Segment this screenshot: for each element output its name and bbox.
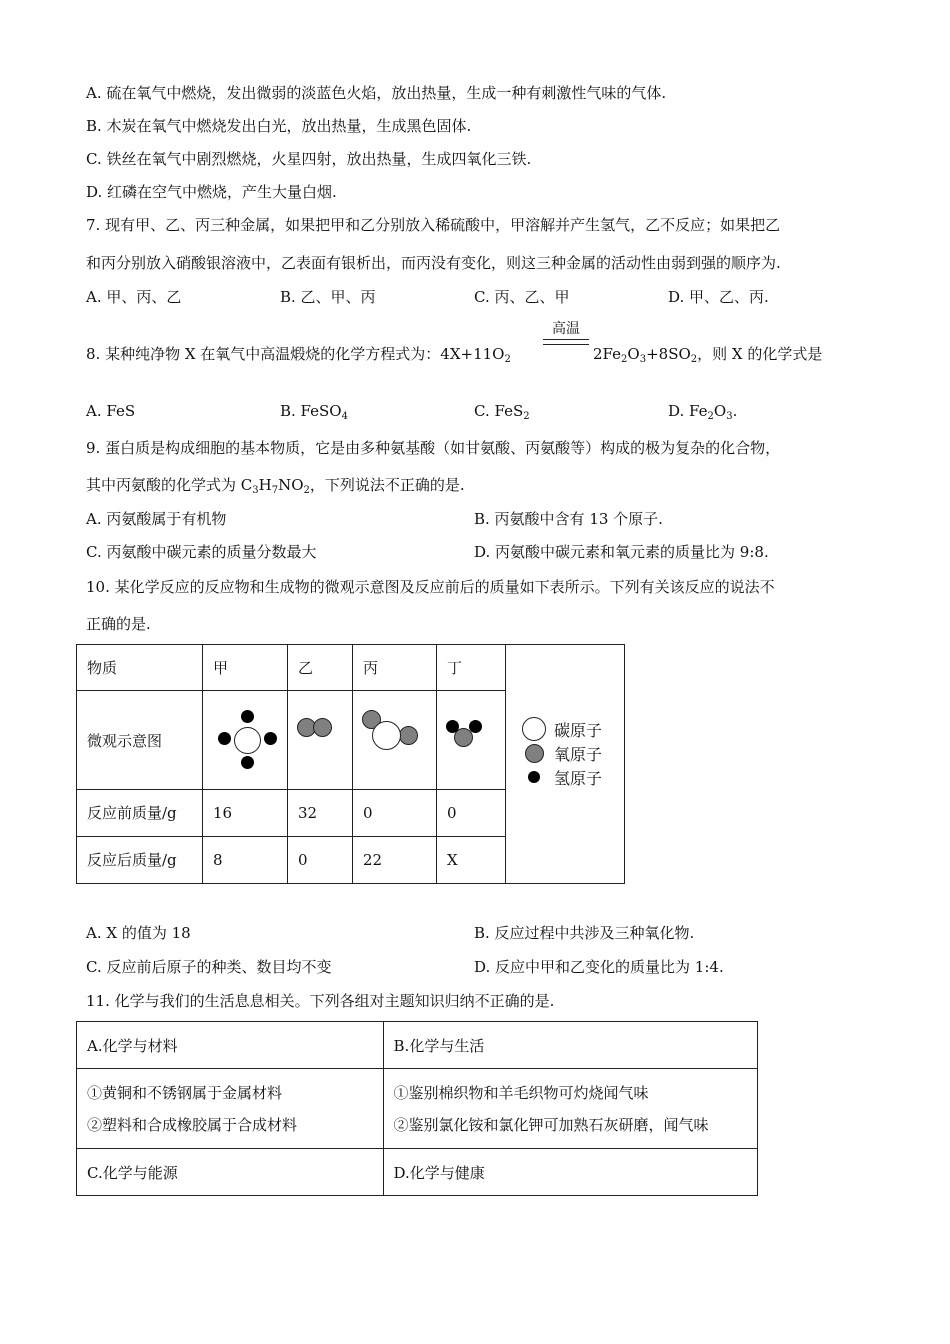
q10-header-ding: 丁 [437,645,506,691]
q6-option-c: C. 铁丝在氧气中剧烈燃烧，火星四射，放出热量，生成四氧化三铁. [86,150,532,168]
q10-legend-cell [506,645,625,884]
q9-option-d: D. 丙氨酸中碳元素和氧元素的质量比为 9:8. [474,543,769,561]
q10-before-ding: 0 [437,790,506,836]
q9-option-c: C. 丙氨酸中碳元素的质量分数最大 [86,543,317,561]
legend-hydrogen: 氢原子 [522,765,602,789]
q11-d-title: D.化学与健康 [383,1149,757,1196]
q10-micro-bing [353,691,437,790]
water-molecule-icon [437,692,505,789]
q8-products: $2Fe_2O_3+8SO_2$，则 X 的化学式是 [593,345,823,365]
q11-b-item-1: ①鉴别棉织物和羊毛织物可灼烧闻气味 [393,1083,649,1102]
q10-after-ding: X [437,836,506,883]
q10-micro-ding [437,691,506,790]
q10-legend [522,717,602,789]
q10-header-yi: 乙 [288,645,353,691]
oxygen-atom-icon [525,744,544,763]
q9-stem-line2: 其中丙氨酸的化学式为 $C_3H_7NO_2$，下列说法不正确的是. [86,476,465,496]
q11-a-item-1: ①黄铜和不锈钢属于金属材料 [87,1083,283,1102]
q8-stem [86,343,511,365]
carbon-dioxide-molecule-icon [353,692,436,789]
q8-option-b: B. FeSO$_4$ [280,402,348,422]
q10-before-yi: 32 [288,790,353,836]
legend-oxygen: 氧原子 [522,741,602,765]
q7-stem-line2: 和丙分别放入硝酸银溶液中，乙表面有银析出，而丙没有变化，则这三种金属的活动性由弱到强的顺序为. [86,254,781,272]
q8-equals-sign [543,339,589,345]
oxygen-molecule-icon [288,692,352,789]
q8-option-c: C. FeS$_2$ [474,402,530,422]
q11-b-item-2: ②鉴别氯化铵和氯化钾可加熟石灰研磨，闻气味 [393,1115,709,1134]
q7-option-a: A. 甲、丙、乙 [86,288,182,306]
q8-option-a: A. FeS [86,402,136,420]
q10-option-a: A. X 的值为 18 [86,924,191,942]
q10-before-jia: 16 [203,790,288,836]
q8-condition: 高温 [552,321,580,337]
q10-option-d: D. 反应中甲和乙变化的质量比为 1:4. [474,958,724,976]
q10-micro-yi [288,691,353,790]
q10-header-jia: 甲 [203,645,288,691]
q6-option-d: D. 红磷在空气中燃烧，产生大量白烟. [86,183,337,201]
q10-option-b: B. 反应过程中共涉及三种氧化物. [474,924,695,942]
carbon-atom-icon [522,717,546,741]
q10-table [76,644,625,884]
q8-stem-prefix: 8. 某种纯净物 X 在氧气中高温煅烧的化学方程式为：4X+11O [86,345,505,363]
legend-carbon: 碳原子 [522,717,602,741]
q10-header-substance: 物质 [77,645,203,691]
q10-after-yi: 0 [288,836,353,883]
q11-a-items [77,1069,384,1149]
q7-option-d: D. 甲、乙、丙. [668,288,769,306]
q10-before-label: 反应前质量/g [77,790,203,836]
q9-option-b: B. 丙氨酸中含有 13 个原子. [474,510,663,528]
q10-after-jia: 8 [203,836,288,883]
q10-after-label: 反应后质量/g [77,836,203,883]
q10-micro-jia [203,691,288,790]
q11-a-item-2: ②塑料和合成橡胶属于合成材料 [87,1115,298,1134]
q10-stem-line2: 正确的是. [86,615,151,633]
q10-row-micro-label: 微观示意图 [77,691,203,790]
q11-c-title: C.化学与能源 [77,1149,384,1196]
q11-b-items [383,1069,757,1149]
q10-header-bing: 丙 [353,645,437,691]
q6-option-a: A. 硫在氧气中燃烧，发出微弱的淡蓝色火焰，放出热量，生成一种有刺激性气味的气体. [86,84,667,102]
methane-molecule-icon [203,692,287,789]
q11-a-title: A.化学与材料 [77,1022,384,1069]
hydrogen-atom-icon [528,771,540,783]
q10-after-bing: 22 [353,836,437,883]
q7-option-c: C. 丙、乙、甲 [474,288,570,306]
q6-option-b: B. 木炭在氧气中燃烧发出白光，放出热量，生成黑色固体. [86,117,472,135]
q9-stem-line1: 9. 蛋白质是构成细胞的基本物质，它是由多种氨基酸（如甘氨酸、丙氨酸等）构成的极为复杂的化合物， [86,439,781,457]
q11-b-title: B.化学与生活 [383,1022,757,1069]
q8-option-d: D. $Fe_2O_3$. [668,402,738,422]
q7-option-b: B. 乙、甲、丙 [280,288,376,306]
q10-stem-line1: 10. 某化学反应的反应物和生成物的微观示意图及反应前后的质量如下表所示。下列有关该反应的说法不 [86,578,775,596]
q11-table [76,1021,758,1196]
q7-stem-line1: 7. 现有甲、乙、丙三种金属，如果把甲和乙分别放入稀硫酸中，甲溶解并产生氢气，乙不反应；如果把乙 [86,216,781,234]
q9-option-a: A. 丙氨酸属于有机物 [86,510,227,528]
q8-sub: 2 [504,354,511,365]
q10-option-c: C. 反应前后原子的种类、数目均不变 [86,958,332,976]
q10-before-bing: 0 [353,790,437,836]
q11-stem: 11. 化学与我们的生活息息相关。下列各组对主题知识归纳不正确的是. [86,992,555,1010]
